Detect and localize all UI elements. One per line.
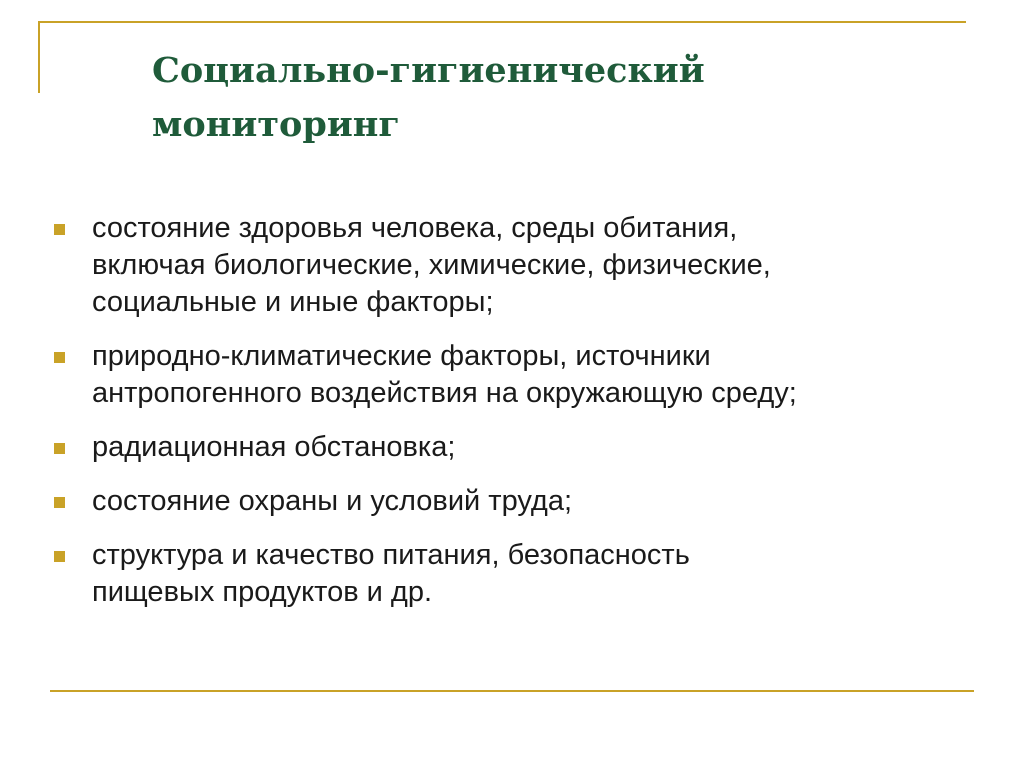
square-bullet-icon (54, 551, 65, 562)
bullet-text (92, 210, 994, 321)
square-bullet-icon (54, 443, 65, 454)
bullet-line: радиационная обстановка; (92, 431, 456, 463)
bottom-border-line (50, 690, 974, 692)
left-border-line (38, 21, 40, 93)
top-border-line (38, 21, 966, 23)
bullet-line: социальные и иные факторы; (92, 286, 494, 318)
square-bullet-icon (54, 497, 65, 508)
bullet-text (92, 338, 994, 412)
bullet-line: природно-климатические факторы, источники (92, 340, 711, 372)
bullet-line: антропогенного воздействия на окружающую среду; (92, 377, 797, 409)
bullet-item-nutrition (54, 537, 994, 611)
slide-title-line-2: мониторинг (152, 104, 400, 145)
bullet-text (92, 483, 994, 520)
bullet-list (54, 210, 994, 628)
slide-title-line-1: Социально-гигиенический (152, 50, 705, 91)
bullet-text (92, 537, 994, 611)
bullet-item-climate (54, 338, 994, 412)
square-bullet-icon (54, 224, 65, 235)
bullet-line: состояние охраны и условий труда; (92, 485, 573, 517)
bullet-item-health (54, 210, 994, 321)
slide-title (152, 44, 932, 152)
bullet-line: состояние здоровья человека, среды обитания, (92, 212, 738, 244)
square-bullet-icon (54, 352, 65, 363)
bullet-text (92, 429, 994, 466)
bullet-line: включая биологические, химические, физические, (92, 249, 771, 281)
bullet-line: структура и качество питания, безопасность (92, 539, 690, 571)
bullet-item-labor (54, 483, 994, 520)
bullet-item-radiation (54, 429, 994, 466)
bullet-line: пищевых продуктов и др. (92, 576, 433, 608)
